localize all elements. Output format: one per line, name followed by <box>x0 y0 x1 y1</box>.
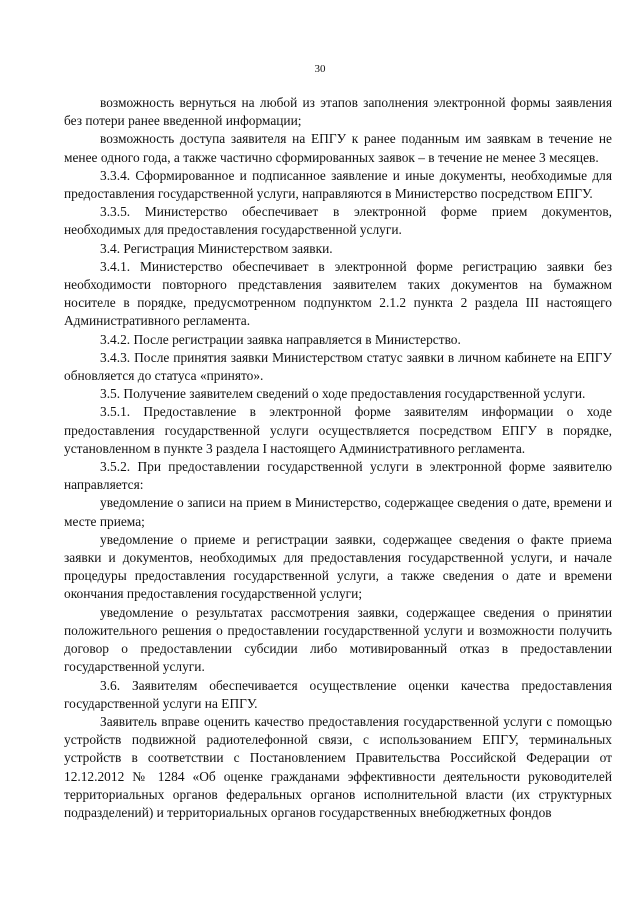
paragraph: 3.5.2. При предоставлении государственной услуги в электронной форме заявителю направляется: <box>64 459 612 493</box>
paragraph: 3.4.2. После регистрации заявка направляется в Министерство. <box>100 331 461 347</box>
page-number: 30 <box>314 63 326 75</box>
list-item: уведомление о приеме и регистрации заявки, содержащее сведения о факте приема заявки и документов, необходимых для предоставления государственной услуги, и начале процедуры предоставления государственной услуги, а также сведения о дате и времени окончания предоставления государственной услуги; <box>64 531 612 602</box>
document-body <box>64 94 612 822</box>
paragraph: возможность доступа заявителя на ЕПГУ к ранее поданным им заявкам в течение не менее одного года, а также частично сформированных заявок – в течение не менее 3 месяцев. <box>64 131 612 165</box>
list-item: уведомление о результатах рассмотрения заявки, содержащее сведения о принятии положительного решения о предоставлении государственной услуги и возможности получить договор о предоставлении субсидии либо мотивированный отказ в предоставлении государственной услуги. <box>64 604 612 675</box>
paragraph: 3.5.1. Предоставление в электронной форме заявителям информации о ходе предоставления государственной услуги осуществляется посредством ЕПГУ в порядке, установленном в пункте 3 раздела I настоящего Административного регламента. <box>64 404 612 456</box>
paragraph: 3.4.1. Министерство обеспечивает в электронной форме регистрацию заявки без необходимости повторного представления заявителем таких документов на бумажном носителе в порядке, предусмотренном подпунктом 2.1.2 пункта 2 раздела III настоящего Административного регламента. <box>64 258 612 329</box>
paragraph: 3.3.4. Сформированное и подписанное заявление и иные документы, необходимые для предоставления государственной услуги, направляются в Министерство посредством ЕПГУ. <box>64 167 612 202</box>
paragraph: 3.6. Заявителям обеспечивается осуществление оценки качества предоставления государственной услуги на ЕПГУ. <box>64 677 612 711</box>
paragraph: Заявитель вправе оценить качество предоставления государственной услуги с помощью устройств подвижной радиотелефонной связи, с использованием ЕПГУ, терминальных устройств в соответствии с Постановлением Правительства Российской Федерации от 12.12.2012 № 1284 «Об оценке гражданами эффективности деятельности руководителей территориальных органов федеральных органов исполнительной власти (их структурных подразделений) и территориальных органов государственных внебюджетных фондов <box>64 713 612 820</box>
list-item: уведомление о записи на прием в Министерство, содержащее сведения о дате, времени и месте приема; <box>64 495 612 529</box>
section-heading: 3.5. Получение заявителем сведений о ходе предоставления государственной услуги. <box>100 386 586 402</box>
paragraph: возможность вернуться на любой из этапов заполнения электронной формы заявления без потери ранее введенной информации; <box>64 95 612 129</box>
paragraph: 3.4.3. После принятия заявки Министерством статус заявки в личном кабинете на ЕПГУ обновляется до статуса «принято». <box>64 349 612 384</box>
section-heading: 3.4. Регистрация Министерством заявки. <box>100 240 333 256</box>
paragraph: 3.3.5. Министерство обеспечивает в электронной форме прием документов, необходимых для предоставления государственной услуги. <box>64 204 612 238</box>
